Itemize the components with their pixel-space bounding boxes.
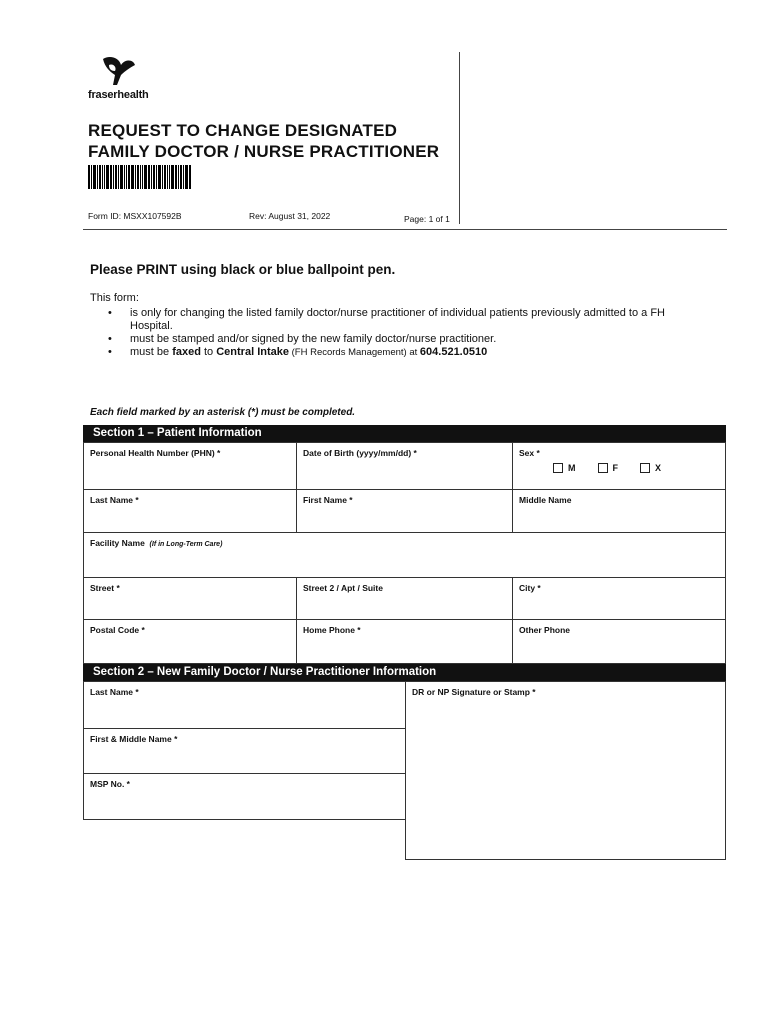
np-first-middle-name-label: First & Middle Name * (90, 734, 178, 744)
dob-label: Date of Birth (yyyy/mm/dd) * (303, 448, 417, 458)
other-phone-label: Other Phone (519, 625, 571, 635)
page-number: Page: 1 of 1 (404, 214, 450, 224)
other-phone-input[interactable] (517, 641, 721, 659)
sex-option-f[interactable]: F (598, 463, 619, 473)
section-2-header: Section 2 – New Family Doctor / Nurse Practitioner Information (83, 664, 726, 681)
logo-mark-icon (95, 55, 139, 89)
postal-code-label: Postal Code * (90, 625, 145, 635)
city-field[interactable] (512, 577, 726, 620)
np-last-name-label: Last Name * (90, 687, 139, 697)
first-name-label: First Name * (303, 495, 353, 505)
phn-field[interactable] (83, 442, 297, 490)
first-name-input[interactable] (301, 510, 508, 528)
sex-option-x[interactable]: X (640, 463, 661, 473)
other-phone-field[interactable] (512, 619, 726, 664)
street2-label: Street 2 / Apt / Suite (303, 583, 383, 593)
revision-date: Rev: August 31, 2022 (249, 211, 331, 221)
last-name-label: Last Name * (90, 495, 139, 505)
signature-field[interactable] (405, 681, 726, 860)
phn-input[interactable] (88, 467, 292, 485)
sex-options (553, 463, 661, 473)
checkbox-m[interactable] (553, 463, 563, 473)
msp-number-input[interactable] (88, 797, 401, 815)
middle-name-input[interactable] (517, 510, 721, 528)
facility-note: (If in Long-Term Care) (149, 541, 223, 548)
title-line-1: REQUEST TO CHANGE DESIGNATED (88, 121, 398, 140)
signature-label: DR or NP Signature or Stamp * (412, 687, 536, 697)
header-divider-vertical (459, 52, 460, 224)
section-1-header: Section 1 – Patient Information (83, 425, 726, 442)
form-title (88, 120, 439, 162)
sex-option-m[interactable]: M (553, 463, 576, 473)
np-last-name-field[interactable] (83, 681, 406, 729)
facility-input[interactable] (88, 555, 721, 573)
form-id: Form ID: MSXX107592B (88, 211, 182, 221)
last-name-field[interactable] (83, 489, 297, 533)
city-input[interactable] (517, 597, 721, 615)
msp-number-field[interactable] (83, 773, 406, 820)
street2-input[interactable] (301, 597, 508, 615)
middle-name-label: Middle Name (519, 495, 572, 505)
checkbox-x[interactable] (640, 463, 650, 473)
phn-label: Personal Health Number (PHN) * (90, 448, 221, 458)
title-line-2: FAMILY DOCTOR / NURSE PRACTITIONER (88, 142, 440, 161)
facility-label: Facility Name (If in Long-Term Care) (90, 538, 223, 548)
facility-field[interactable] (83, 532, 726, 578)
home-phone-field[interactable] (296, 619, 513, 664)
dob-field[interactable] (296, 442, 513, 490)
home-phone-label: Home Phone * (303, 625, 361, 635)
postal-code-input[interactable] (88, 641, 292, 659)
instruction-list (108, 307, 688, 359)
print-instruction: Please PRINT using black or blue ballpoint pen. (90, 262, 396, 277)
last-name-input[interactable] (88, 510, 292, 528)
form-intro: This form: (90, 292, 139, 304)
brand-name: fraserhealth (88, 89, 149, 101)
checkbox-f[interactable] (598, 463, 608, 473)
np-first-middle-name-field[interactable] (83, 728, 406, 774)
instruction-item: • must be faxed to Central Intake (FH Records Management) at 604.521.0510 (108, 346, 688, 359)
city-label: City * (519, 583, 541, 593)
barcode (88, 165, 192, 189)
street-input[interactable] (88, 597, 292, 615)
msp-number-label: MSP No. * (90, 779, 130, 789)
middle-name-field[interactable] (512, 489, 726, 533)
header-divider (83, 229, 727, 230)
first-name-field[interactable] (296, 489, 513, 533)
postal-code-field[interactable] (83, 619, 297, 664)
np-last-name-input[interactable] (88, 706, 401, 724)
np-first-middle-name-input[interactable] (88, 751, 401, 769)
instruction-item: • must be stamped and/or signed by the new family doctor/nurse practitioner. (108, 333, 688, 346)
dob-input[interactable] (301, 467, 508, 485)
instruction-item: • is only for changing the listed family doctor/nurse practitioner of individual patients previously admitted to a FH Hospital. (108, 307, 688, 333)
street-label: Street * (90, 583, 120, 593)
home-phone-input[interactable] (301, 641, 508, 659)
required-field-note: Each field marked by an asterisk (*) must be completed. (90, 407, 356, 418)
street2-field[interactable] (296, 577, 513, 620)
sex-label: Sex * (519, 448, 540, 458)
sex-field (512, 442, 726, 490)
street-field[interactable] (83, 577, 297, 620)
fraserhealth-logo (95, 55, 155, 89)
